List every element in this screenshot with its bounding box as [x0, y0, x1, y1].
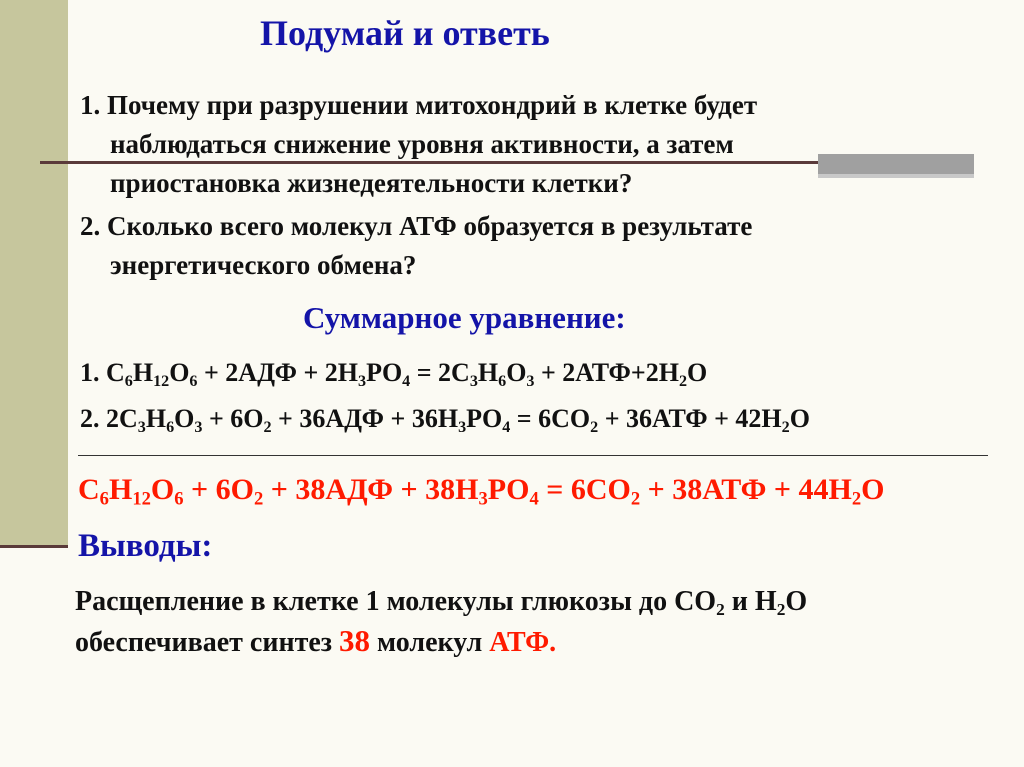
slide-title: Подумай и ответь — [260, 13, 550, 53]
formula-subscript: 12 — [153, 372, 170, 390]
formula-text: O — [174, 404, 195, 433]
formula-text: 2. 2C — [80, 404, 138, 433]
formula-text: O — [687, 358, 708, 387]
conclusion-text-e: молекул — [370, 627, 490, 658]
formula-text: H — [132, 358, 154, 387]
formula-text: O — [789, 404, 810, 433]
conclusions-heading: Выводы: — [78, 528, 213, 564]
formula-subscript: 2 — [253, 488, 264, 510]
formula-text: O — [169, 358, 190, 387]
formula-subscript: 2 — [781, 418, 790, 436]
conclusion-text-a: Расщепление в клетке 1 молекулы глюкозы до CO — [75, 586, 717, 617]
formula-text: C — [78, 473, 100, 506]
formula-subscript: 6 — [99, 488, 109, 510]
formula-subscript: 3 — [358, 372, 367, 390]
equation-1 — [80, 358, 707, 388]
formula-text: PO — [466, 404, 503, 433]
formula-text: PO — [487, 473, 530, 506]
formula-subscript: 4 — [402, 372, 411, 390]
formula-text: O — [150, 473, 175, 506]
formula-text: H — [108, 473, 133, 506]
conclusion-line-1 — [75, 582, 807, 621]
formula-subscript: 4 — [502, 418, 511, 436]
question-1-line-3: приостановка жизнедеятельности клетки? — [110, 168, 633, 198]
co2-subscript: 2 — [716, 600, 725, 620]
formula-text: = 6CO — [538, 473, 631, 506]
formula-subscript: 6 — [189, 372, 198, 390]
formula-text: O — [861, 473, 885, 506]
question-1-line-2: наблюдаться снижение уровня активности, а затем — [110, 129, 734, 159]
formula-subscript: 4 — [529, 488, 539, 510]
conclusion-line-2 — [75, 621, 556, 662]
formula-text: = 2C — [410, 358, 470, 387]
conclusion-text-b: и H — [724, 586, 777, 617]
formula-subscript: 6 — [166, 418, 175, 436]
formula-text: H — [477, 358, 499, 387]
question-2-line-2: энергетического обмена? — [110, 250, 417, 280]
atp-label: АТФ. — [489, 627, 557, 658]
formula-subscript: 2 — [590, 418, 599, 436]
formula-text: + 2АТФ+2H — [534, 358, 679, 387]
formula-subscript: 2 — [678, 372, 687, 390]
equation-divider — [78, 455, 988, 456]
h2o-subscript: 2 — [776, 600, 786, 620]
formula-subscript: 3 — [137, 418, 146, 436]
atp-count: 38 — [339, 623, 371, 658]
formula-text: + 6O — [183, 473, 254, 506]
formula-text: + 2АДФ + 2H — [197, 358, 358, 387]
conclusion-text-d: обеспечивает синтез — [75, 627, 340, 658]
equation-2 — [80, 404, 810, 434]
left-sidebar-band — [0, 0, 68, 548]
formula-text: + 36АДФ + 36H — [271, 404, 459, 433]
formula-subscript: 2 — [630, 488, 641, 510]
gray-accent-bar-shadow — [818, 174, 974, 178]
formula-text: + 6O — [202, 404, 264, 433]
formula-subscript: 6 — [498, 372, 507, 390]
formula-subscript: 2 — [851, 488, 862, 510]
formula-subscript: 6 — [124, 372, 133, 390]
question-1-line-1: 1. Почему при разрушении митохондрий в клетке будет — [80, 90, 758, 120]
formula-text: PO — [366, 358, 403, 387]
formula-subscript: 3 — [458, 418, 467, 436]
formula-subscript: 3 — [469, 372, 478, 390]
gray-accent-bar — [818, 154, 974, 174]
formula-subscript: 2 — [263, 418, 272, 436]
summary-heading: Суммарное уравнение: — [303, 300, 626, 335]
formula-text: H — [145, 404, 167, 433]
formula-text: O — [506, 358, 527, 387]
formula-subscript: 6 — [174, 488, 184, 510]
formula-text: = 6CO — [510, 404, 591, 433]
formula-subscript: 3 — [526, 372, 535, 390]
conclusion-text-c: O — [785, 586, 808, 617]
bottom-divider-line — [0, 545, 68, 548]
formula-subscript: 12 — [132, 488, 151, 510]
question-2-line-1: 2. Сколько всего молекул АТФ образуется в результате — [80, 211, 753, 241]
formula-text: + 36АТФ + 42H — [598, 404, 782, 433]
total-equation — [78, 473, 885, 510]
formula-text: 1. C — [80, 358, 125, 387]
formula-subscript: 3 — [478, 488, 488, 510]
formula-text: + 38АТФ + 44H — [640, 473, 852, 506]
formula-subscript: 3 — [194, 418, 203, 436]
formula-text: + 38АДФ + 38H — [263, 473, 479, 506]
